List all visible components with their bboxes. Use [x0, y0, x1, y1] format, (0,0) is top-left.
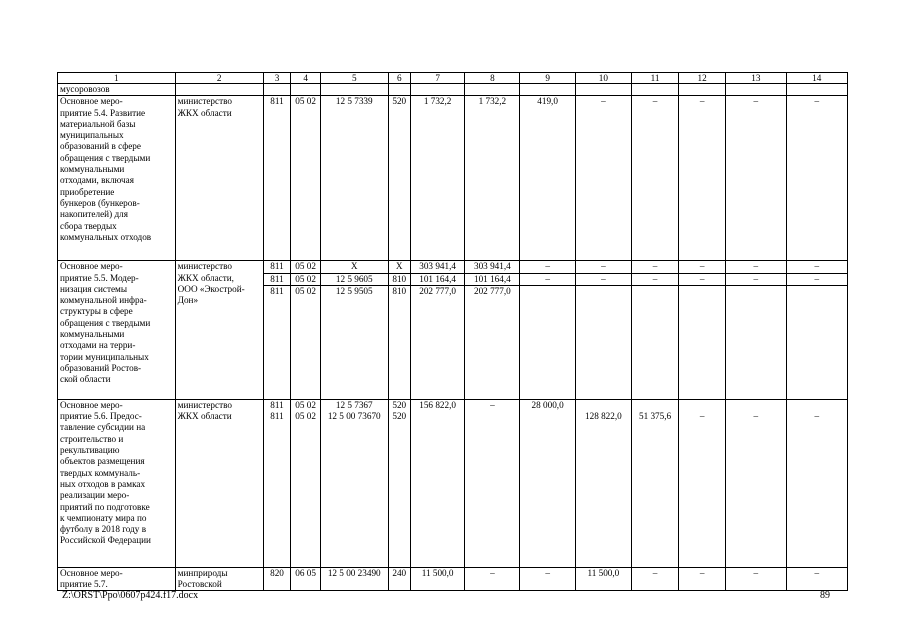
measure-name-line: образований Ростов-	[60, 362, 142, 373]
value-cell-col-9: 419,0	[520, 96, 575, 261]
value-cell-col-3	[263, 399, 291, 567]
measure-name-line: обращения с твердыми	[60, 152, 151, 163]
value-cell-col-14: –	[786, 96, 847, 261]
value-cell-col-8: 101 164,4	[465, 273, 520, 285]
measure-name-line: коммунальной инфра-	[60, 295, 147, 306]
measure-name-cell	[58, 399, 176, 567]
value-cell-col-11: –	[632, 96, 679, 261]
measure-name-line: приятие 5.5. Модер-	[60, 272, 139, 283]
measure-name-line: низация системы	[60, 283, 128, 294]
responsible-cell	[175, 261, 263, 400]
table-body	[58, 73, 848, 591]
measure-name-line: тавление субсидии на	[60, 422, 146, 433]
responsible-line: ЖКХ области,	[177, 272, 234, 283]
value-cell-col-8: –	[465, 567, 520, 591]
value-cell-col-4: 05 02	[291, 273, 321, 285]
value-cell-col-13	[726, 285, 786, 399]
value-cell-col-9: –	[520, 261, 575, 273]
responsible-cell	[175, 567, 263, 591]
value-cell-col-10	[575, 399, 631, 567]
value-cell-col-13: –	[726, 261, 786, 273]
measure-name-line: бункеров (бункеров-	[60, 197, 140, 208]
value-cell-col-10: –	[575, 96, 631, 261]
measure-name-cell	[58, 96, 176, 261]
value-cell-col-7: 303 941,4	[411, 261, 465, 273]
value-cell-col-12	[679, 399, 726, 567]
measure-name-cell	[58, 261, 176, 400]
value-cell-col-6: 810	[388, 273, 411, 285]
value-line: 811	[270, 399, 284, 410]
value-line: –	[753, 410, 759, 421]
value-line: –	[814, 410, 820, 421]
measure-name-line: коммунальными	[60, 164, 125, 175]
header-cell: 7	[411, 73, 465, 84]
measure-name-line: к чемпионату мира по	[60, 512, 147, 523]
value-line: 05 02	[295, 399, 316, 410]
measure-name-line: Основное меро-	[60, 567, 123, 578]
value-line: 520	[392, 399, 407, 410]
table-row	[58, 567, 848, 591]
value-cell-col-5: 12 5 9505	[320, 285, 388, 399]
value-cell-col-8	[465, 399, 520, 567]
value-cell-col-7: 1 732,2	[411, 96, 465, 261]
measure-name-line: строительство и	[60, 433, 124, 444]
value-line: 12 5 7367	[335, 399, 373, 410]
value-cell-col-3: 811	[263, 285, 291, 399]
footer-page-number: 89	[820, 590, 830, 601]
value-line: 156 822,0	[419, 399, 456, 410]
value-cell-col-14: –	[786, 273, 847, 285]
measure-name-line: Основное меро-	[60, 261, 123, 272]
header-cell: 6	[388, 73, 411, 84]
responsible-line: Ростовской	[177, 579, 222, 590]
value-cell-col-13: –	[726, 96, 786, 261]
responsible-line: ООО «Экострой-	[177, 283, 245, 294]
header-cell: 11	[632, 73, 679, 84]
header-cell: 9	[520, 73, 575, 84]
measure-name-line: коммунальных отходов	[60, 231, 152, 242]
header-cell: 8	[465, 73, 520, 84]
measure-name-line: Основное меро-	[60, 96, 123, 107]
value-cell-col-5: 12 5 00 23490	[320, 567, 388, 591]
measure-name-line: обращения с твердыми	[60, 317, 151, 328]
value-cell-col-7: 11 500,0	[411, 567, 465, 591]
header-cell: 14	[786, 73, 847, 84]
value-cell-col-9	[520, 285, 575, 399]
measure-name-line: накопителей) для	[60, 209, 128, 220]
value-cell-col-6: 520	[388, 96, 411, 261]
value-cell-col-4: 05 02	[291, 285, 321, 399]
header-cell: 2	[175, 73, 263, 84]
value-cell-col-3: 811	[263, 273, 291, 285]
value-cell-col-12: –	[679, 567, 726, 591]
responsible-cell	[175, 96, 263, 261]
value-cell-col-9: –	[520, 273, 575, 285]
value-cell-col-13	[726, 399, 786, 567]
header-cell: 1	[58, 73, 176, 84]
measure-name-cell	[58, 567, 176, 591]
value-cell-col-3: 811	[263, 261, 291, 273]
header-cell: 4	[291, 73, 321, 84]
responsible-line: министерство	[177, 261, 232, 272]
value-cell-col-13: –	[726, 567, 786, 591]
value-cell-col-10: –	[575, 273, 631, 285]
value-cell-col-4: 05 02	[291, 261, 321, 273]
value-cell-col-14: –	[786, 261, 847, 273]
value-cell-col-11	[632, 285, 679, 399]
value-cell-col-11: –	[632, 567, 679, 591]
value-cell-col-12: –	[679, 96, 726, 261]
value-cell-col-6: 240	[388, 567, 411, 591]
measure-name-line: объектов размещения	[60, 456, 145, 467]
responsible-line: Дон»	[177, 295, 199, 306]
value-line: –	[490, 399, 495, 410]
value-cell-col-8: 1 732,2	[465, 96, 520, 261]
value-cell-col-5	[320, 399, 388, 567]
measure-name-line: рекультивацию	[60, 445, 120, 456]
value-line: 05 02	[295, 411, 316, 422]
responsible-line: ЖКХ области	[177, 107, 232, 118]
measure-name-line: ской области	[60, 374, 111, 385]
responsible-line: минприроды	[177, 567, 228, 578]
value-line: 811	[270, 411, 284, 422]
value-cell-col-12: –	[679, 261, 726, 273]
value-cell-col-12: –	[679, 273, 726, 285]
measure-name-line: отходами, включая	[60, 175, 134, 186]
responsible-line: министерство	[177, 399, 232, 410]
value-cell-col-12	[679, 285, 726, 399]
value-cell-col-14	[786, 399, 847, 567]
measure-name-line: Основное меро-	[60, 399, 123, 410]
table-row	[58, 261, 848, 273]
header-cell: 10	[575, 73, 631, 84]
header-row	[58, 73, 848, 84]
measure-name-line: реализации меро-	[60, 490, 130, 501]
value-cell-col-3: 820	[263, 567, 291, 591]
measure-name-line: образований в сфере	[60, 141, 141, 152]
value-line: 51 375,6	[638, 410, 672, 421]
measure-name-line: структуры в сфере	[60, 306, 133, 317]
header-cell: 3	[263, 73, 291, 84]
measure-name-line: приятий по подготовке	[60, 501, 150, 512]
value-cell-col-4: 05 02	[291, 96, 321, 261]
measure-name-line: сбора твердых	[60, 220, 117, 231]
measure-name-line: Российской Федерации	[60, 535, 151, 546]
value-cell-col-11	[632, 399, 679, 567]
value-cell-col-11: –	[632, 261, 679, 273]
value-cell-col-3: 811	[263, 96, 291, 261]
value-cell-col-9	[520, 399, 575, 567]
value-cell-col-10: –	[575, 261, 631, 273]
responsible-line: ЖКХ области	[177, 411, 232, 422]
measure-name-line: твердых коммуналь-	[60, 467, 141, 478]
value-line: 12 5 00 73670	[327, 411, 381, 422]
value-cell-col-5: 12 5 9605	[320, 273, 388, 285]
value-cell-col-6: 810	[388, 285, 411, 399]
measure-name-line: приятие 5.6. Предос-	[60, 411, 142, 422]
responsible-line: министерство	[177, 96, 232, 107]
value-cell-col-7: 202 777,0	[411, 285, 465, 399]
measure-name-line: приятие 5.7.	[60, 579, 108, 590]
value-cell-col-5: Х	[320, 261, 388, 273]
value-cell-col-4: 06 05	[291, 567, 321, 591]
measure-name-line: муниципальных	[60, 130, 124, 141]
measure-name-line: приятие 5.4. Развитие	[60, 107, 146, 118]
measure-name-line: футболу в 2018 году в	[60, 524, 147, 535]
value-line: –	[699, 410, 705, 421]
value-cell-col-7	[411, 399, 465, 567]
measure-name-line: приобретение	[60, 186, 115, 197]
value-cell-col-7: 101 164,4	[411, 273, 465, 285]
value-cell-col-13: –	[726, 273, 786, 285]
footer-file-path: Z:\ORST\Ppo\0607p424.f17.docx	[62, 590, 199, 601]
table-row	[58, 96, 848, 261]
measure-name-line: ных отходов в рамках	[60, 478, 146, 489]
value-cell-col-9: –	[520, 567, 575, 591]
header-cell: 5	[320, 73, 388, 84]
value-cell-col-11: –	[632, 273, 679, 285]
value-line: 28 000,0	[531, 399, 564, 410]
measure-name-line: тории муниципальных	[60, 351, 149, 362]
value-cell-col-4	[291, 399, 321, 567]
value-line: 520	[392, 411, 407, 422]
table-row	[58, 399, 848, 567]
measure-name-line: коммунальными	[60, 329, 125, 340]
header-cell: 13	[726, 73, 786, 84]
value-cell-col-10: 11 500,0	[575, 567, 631, 591]
value-cell-col-14: –	[786, 567, 847, 591]
value-cell-col-6	[388, 399, 411, 567]
value-cell-col-8: 202 777,0	[465, 285, 520, 399]
measure-name-line: материальной базы	[60, 118, 136, 129]
continuation-cell: мусоровозов	[58, 84, 176, 96]
value-cell-col-14	[786, 285, 847, 399]
value-cell-col-6: Х	[388, 261, 411, 273]
measure-name-line: отходами на терри-	[60, 340, 136, 351]
continuation-row	[58, 84, 848, 96]
value-cell-col-5: 12 5 7339	[320, 96, 388, 261]
data-table	[57, 72, 848, 591]
value-cell-col-8: 303 941,4	[465, 261, 520, 273]
responsible-cell	[175, 399, 263, 567]
value-cell-col-10	[575, 285, 631, 399]
header-cell: 12	[679, 73, 726, 84]
value-line: 128 822,0	[585, 410, 622, 421]
